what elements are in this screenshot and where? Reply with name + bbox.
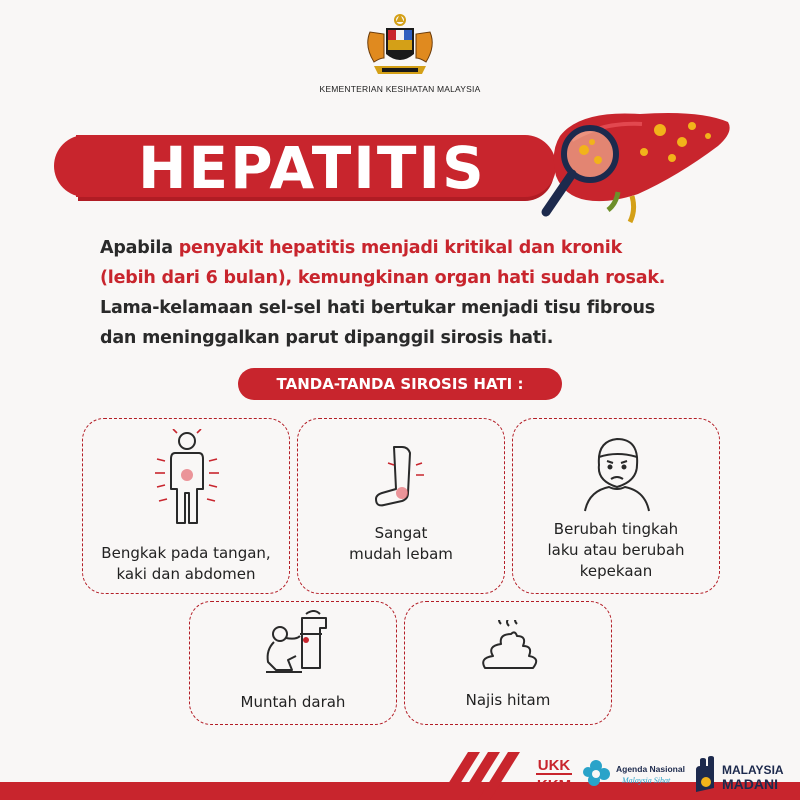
agenda-logo-line-2: Malaysia Sihat — [622, 776, 671, 785]
sign-label: Najis hitam — [465, 691, 551, 709]
sign-card-vomiting — [189, 601, 397, 725]
sign-card-bruising — [297, 418, 505, 594]
section-title: TANDA-TANDA SIROSIS HATI : — [238, 368, 562, 400]
liver-magnifier-icon — [532, 96, 732, 236]
agenda-logo-line-1: Agenda Nasional — [616, 764, 685, 774]
sign-label-line: Sangat — [374, 524, 428, 542]
intro-paragraph — [100, 233, 710, 353]
sign-label — [513, 519, 719, 582]
decorative-stripes — [428, 752, 528, 800]
ukkkm-logo-line-1: UKK — [537, 757, 571, 774]
intro-line-1b-highlight: penyakit hepatitis menjadi kritikal dan kronik — [178, 238, 623, 258]
sign-label-line: laku atau berubah — [547, 541, 685, 559]
bruised-leg-icon — [372, 445, 434, 515]
malaysia-crest-icon — [356, 10, 444, 82]
ministry-name: KEMENTERIAN KESIHATAN MALAYSIA — [319, 84, 481, 94]
intro-line-4: dan meninggalkan parut dipanggil sirosis hati. — [100, 328, 554, 348]
sign-card-black-stool — [404, 601, 612, 725]
sign-card-swelling — [82, 418, 290, 594]
ukkkm-logo-line-2: KKM — [536, 777, 572, 794]
ukkkm-logo — [532, 752, 576, 796]
sign-label: Muntah darah — [240, 693, 346, 711]
sign-label-line: Bengkak pada tangan, — [101, 544, 271, 562]
madani-logo-line-1: MALAYSIA — [722, 763, 784, 777]
agenda-nasional-logo — [580, 754, 688, 794]
malaysia-madani-logo — [692, 756, 792, 796]
sign-label-line: Berubah tingkah — [553, 520, 679, 538]
sign-label — [298, 523, 504, 565]
page-title: HEPATITIS — [138, 134, 486, 202]
sign-label-line: kaki dan abdomen — [116, 565, 256, 583]
swollen-body-icon — [147, 429, 227, 529]
intro-line-1a: Apabila — [100, 238, 179, 258]
sign-label-line: mudah lebam — [349, 545, 453, 563]
intro-line-3: Lama-kelamaan sel-sel hati bertukar menjadi tisu fibrous — [100, 298, 655, 318]
vomiting-person-icon — [260, 610, 332, 676]
confused-person-icon — [577, 431, 657, 513]
madani-logo-line-2: MADANI — [722, 776, 778, 792]
stool-icon — [479, 620, 539, 672]
sign-card-behaviour — [512, 418, 720, 594]
sign-label — [83, 543, 289, 585]
sign-label-line: kepekaan — [579, 562, 653, 580]
intro-line-2-highlight: (lebih dari 6 bulan), kemungkinan organ hati sudah rosak. — [100, 268, 666, 288]
